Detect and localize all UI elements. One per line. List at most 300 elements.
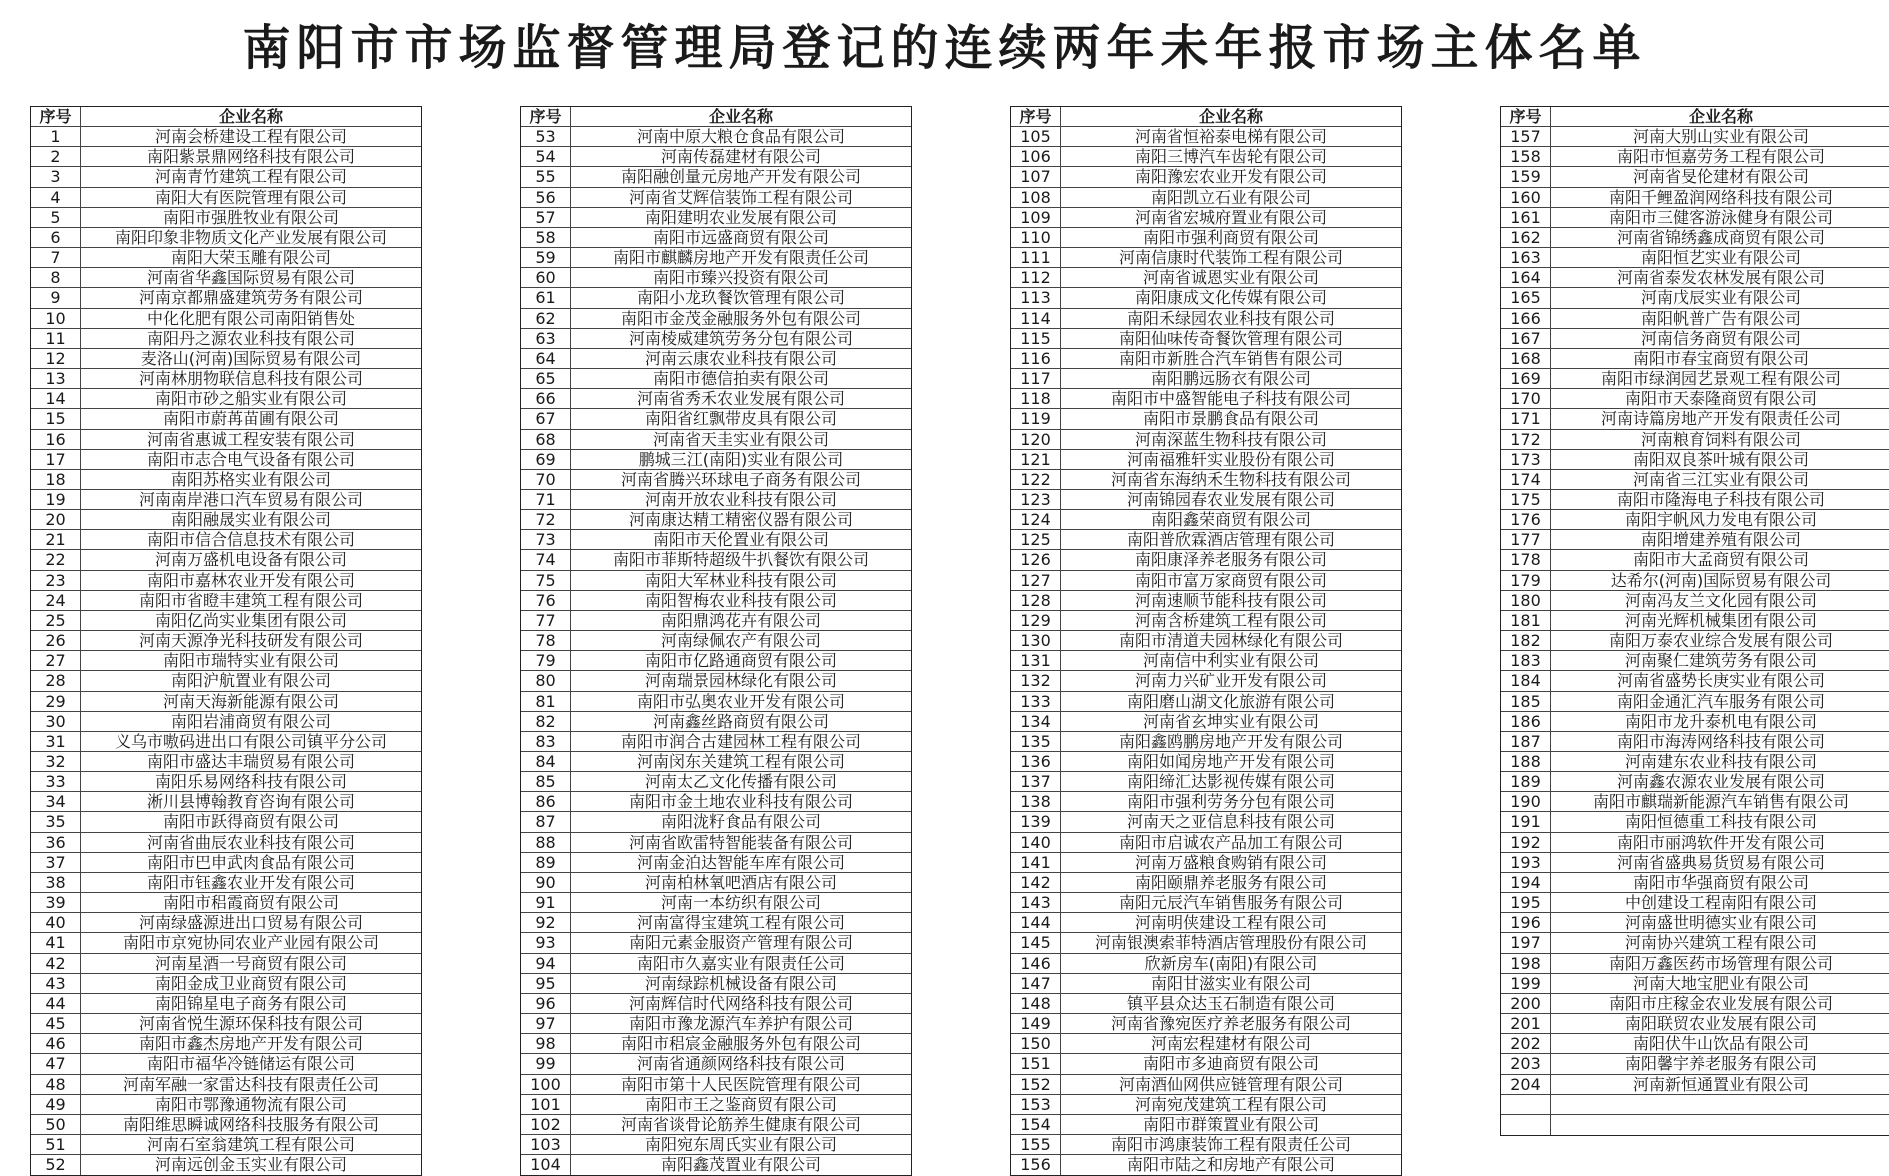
row-number: 53 [521,127,571,146]
company-name: 河南开放农业科技有限公司 [644,489,837,509]
row-number: 78 [521,631,571,650]
row-number: 6 [31,228,81,247]
company-name: 河南冯友兰文化园有限公司 [1624,590,1817,610]
row-number: 7 [31,248,81,267]
row-number: 82 [521,712,571,731]
row-number: 20 [31,510,81,529]
company-name: 南阳市豫龙源汽车养护有限公司 [628,1014,853,1034]
table-row [521,1135,911,1155]
header-num: 序号 [1011,107,1061,126]
table-header [521,107,911,127]
table-row [1501,430,1889,450]
company-name: 南阳融创量元房地产开发有限公司 [620,167,861,187]
company-name: 南阳鑫茂置业有限公司 [660,1155,821,1175]
row-number: 137 [1011,772,1061,791]
table-row [1501,188,1889,208]
table-row [31,309,421,329]
row-number: 84 [521,752,571,771]
header-name: 企业名称 [1688,107,1753,126]
table-row [1011,1095,1401,1115]
company-name [1551,1095,1889,1114]
company-name: 淅川县博翰教育咨询有限公司 [146,792,355,812]
table-row [521,1075,911,1095]
row-number: 46 [31,1034,81,1053]
table-row [31,833,421,853]
company-name: 南阳市省瞪丰建筑工程有限公司 [138,590,363,610]
row-number: 42 [31,954,81,973]
table-row [521,994,911,1014]
company-name: 河南建东农业科技有限公司 [1624,752,1817,771]
row-number: 118 [1011,389,1061,408]
table-row [1501,208,1889,228]
company-name: 南阳伏牛山饮品有限公司 [1632,1034,1809,1054]
table-row [1011,329,1401,349]
company-name: 河南速顺节能科技有限公司 [1134,590,1327,610]
row-number: 112 [1011,268,1061,287]
row-number: 69 [521,450,571,469]
table-row [1501,873,1889,893]
company-name: 河南石室翁建筑工程有限公司 [146,1134,355,1154]
company-name: 南阳市海涛网络科技有限公司 [1616,731,1825,751]
row-number: 150 [1011,1034,1061,1053]
table-row [1011,1075,1401,1095]
company-name: 南阳市中盛智能电子科技有限公司 [1110,389,1351,409]
company-name: 河南传磊建材有限公司 [660,147,821,167]
company-name: 南阳市春宝商贸有限公司 [1632,348,1809,368]
company-name: 中创建设工程南阳有限公司 [1624,893,1817,913]
table-row [521,470,911,490]
table-row [1501,329,1889,349]
table-row [1011,1155,1401,1175]
row-number: 77 [521,611,571,630]
company-name: 南阳市龙升泰机电有限公司 [1624,711,1817,731]
table-row [31,490,421,510]
row-number: 86 [521,792,571,811]
table-row [521,147,911,167]
table-row [31,933,421,953]
row-number: 56 [521,188,571,207]
table-row [1011,369,1401,389]
company-name: 河南鑫农源农业发展有限公司 [1616,772,1825,792]
table-row [1011,389,1401,409]
row-number: 120 [1011,430,1061,449]
company-name: 河南天之亚信息科技有限公司 [1126,812,1335,832]
company-name: 南阳市隆海电子科技有限公司 [1616,489,1825,509]
company-name: 南阳市稆宸金融服务外包有限公司 [620,1034,861,1054]
table-row [1501,530,1889,550]
company-name: 南阳市菲斯特超级牛扒餐饮有限公司 [612,550,869,570]
row-number: 152 [1011,1075,1061,1094]
row-number: 119 [1011,409,1061,428]
table-row [1501,994,1889,1014]
company-name: 南阳亿尚实业集团有限公司 [154,610,347,630]
row-number: 179 [1501,571,1551,590]
company-name: 河南酒仙网供应链管理有限公司 [1118,1074,1343,1094]
company-name: 南阳维思瞬诚网络科技服务有限公司 [122,1114,379,1134]
company-name: 河南新恒通置业有限公司 [1632,1074,1809,1094]
row-number: 54 [521,147,571,166]
row-number: 37 [31,853,81,872]
company-name: 中化化肥有限公司南阳销售处 [146,308,355,328]
company-name: 南阳市清道夫园林绿化有限公司 [1118,631,1343,651]
row-number: 94 [521,954,571,973]
table-row [31,994,421,1014]
row-number: 127 [1011,571,1061,590]
company-name: 南阳建明农业发展有限公司 [644,207,837,227]
row-number: 39 [31,893,81,912]
company-name: 南阳泷籽食品有限公司 [660,812,821,832]
row-number: 166 [1501,309,1551,328]
company-name: 河南绿踪机械设备有限公司 [644,973,837,993]
company-name: 河南省恒裕泰电梯有限公司 [1134,127,1327,147]
table-row [521,792,911,812]
table-row [31,752,421,772]
table-row [521,732,911,752]
table-row [1501,228,1889,248]
row-number: 5 [31,208,81,227]
company-name: 南阳帆普广告有限公司 [1640,308,1801,328]
table-row [1011,228,1401,248]
table-row [31,671,421,691]
table-row [1501,712,1889,732]
table-row [521,671,911,691]
row-number: 113 [1011,288,1061,307]
row-number: 115 [1011,329,1061,348]
row-number: 75 [521,571,571,590]
company-name: 南阳市多迪商贸有限公司 [1142,1054,1319,1074]
table-row [31,1034,421,1054]
table-row [521,389,911,409]
row-number: 81 [521,692,571,711]
table-row [1501,954,1889,974]
row-number: 47 [31,1054,81,1073]
row-number: 31 [31,732,81,751]
table-row [31,167,421,187]
table-row [1011,268,1401,288]
table-row [521,913,911,933]
table-row [1501,470,1889,490]
company-name: 南阳市远盛商贸有限公司 [652,227,829,247]
table-row [521,530,911,550]
row-number: 176 [1501,510,1551,529]
table-row [1501,349,1889,369]
company-name: 南阳市绿润园艺景观工程有限公司 [1600,369,1841,389]
table-row [521,450,911,470]
row-number: 151 [1011,1054,1061,1073]
row-number: 192 [1501,833,1551,852]
row-number: 147 [1011,974,1061,993]
company-name: 南阳市京宛协同农业产业园有限公司 [122,933,379,953]
row-number: 149 [1011,1014,1061,1033]
company-name: 南阳市大孟商贸有限公司 [1632,550,1809,570]
table-row [31,288,421,308]
row-number: 155 [1011,1135,1061,1154]
row-number: 124 [1011,510,1061,529]
company-name: 南阳市跃得商贸有限公司 [162,812,339,832]
company-name: 河南宏程建材有限公司 [1150,1034,1311,1054]
company-name: 南阳市金土地农业科技有限公司 [628,792,853,812]
company-name: 河南太乙文化传播有限公司 [644,772,837,792]
table-row [31,228,421,248]
company-name: 南阳豫宏农业开发有限公司 [1134,167,1327,187]
company-name: 河南宛茂建筑工程有限公司 [1134,1094,1327,1114]
company-name: 南阳市陆之和房地产有限公司 [1126,1155,1335,1175]
company-name: 南阳金通汇汽车服务有限公司 [1616,691,1825,711]
row-number: 162 [1501,228,1551,247]
row-number: 43 [31,974,81,993]
company-name: 河南省玄坤实业有限公司 [1142,711,1319,731]
company-name: 南阳市强利劳务分包有限公司 [1126,792,1335,812]
company-name: 鹏城三江(南阳)实业有限公司 [638,449,844,469]
row-number: 125 [1011,530,1061,549]
company-name: 河南聚仁建筑劳务有限公司 [1624,651,1817,671]
row-number: 2 [31,147,81,166]
company-name: 南阳融晟实业有限公司 [170,510,331,530]
row-number: 204 [1501,1075,1551,1094]
table-row [521,329,911,349]
company-name: 南阳市三健客游泳健身有限公司 [1608,207,1833,227]
header-name: 企业名称 [1198,107,1263,126]
table-row [1501,571,1889,591]
table-row [521,571,911,591]
table-row [31,772,421,792]
company-name: 河南省旻伦建材有限公司 [1632,167,1809,187]
company-name: 南阳印象非物质文化产业发展有限公司 [114,227,387,247]
table-row [1501,268,1889,288]
company-name: 南阳市鄂豫通物流有限公司 [154,1094,347,1114]
company-name: 河南省豫宛医疗养老服务有限公司 [1110,1014,1351,1034]
table-row [1011,792,1401,812]
company-name: 南阳市启诚农产品加工有限公司 [1118,832,1343,852]
row-number: 71 [521,490,571,509]
row-number [1501,1095,1551,1114]
table-row [1501,1075,1889,1095]
table-row [521,309,911,329]
row-number: 130 [1011,631,1061,650]
company-name: 南阳鼎鸿花卉有限公司 [660,610,821,630]
row-number: 201 [1501,1014,1551,1033]
table-row [31,208,421,228]
company-name: 南阳恒德重工科技有限公司 [1624,812,1817,832]
company-name: 河南林朋物联信息科技有限公司 [138,369,363,389]
row-number: 3 [31,167,81,186]
row-number: 90 [521,873,571,892]
table-row [31,873,421,893]
company-name: 南阳岩浦商贸有限公司 [170,711,331,731]
company-name: 南阳市天伦置业有限公司 [652,530,829,550]
table-row [1011,611,1401,631]
table-row [1501,833,1889,853]
table-row [1011,430,1401,450]
row-number: 44 [31,994,81,1013]
row-number: 59 [521,248,571,267]
table-row [31,1095,421,1115]
row-number: 33 [31,772,81,791]
table-row [1501,147,1889,167]
table-row [1501,1034,1889,1054]
table-row [521,893,911,913]
company-name: 河南京都鼎盛建筑劳务有限公司 [138,288,363,308]
row-number: 65 [521,369,571,388]
company-name: 河南锦园春农业发展有限公司 [1126,489,1335,509]
row-number: 161 [1501,208,1551,227]
company-name: 南阳沪航置业有限公司 [170,671,331,691]
row-number: 62 [521,309,571,328]
company-name: 河南中原大粮仓食品有限公司 [636,127,845,147]
row-number: 181 [1501,611,1551,630]
company-name: 河南信中利实业有限公司 [1142,651,1319,671]
table-row [1011,1054,1401,1074]
company-name: 河南辉信时代网络科技有限公司 [628,993,853,1013]
table-row [521,248,911,268]
row-number: 186 [1501,712,1551,731]
company-name: 河南省盛典易货贸易有限公司 [1616,852,1825,872]
table-row [31,470,421,490]
table-row [1011,127,1401,147]
company-name: 河南粮育饲料有限公司 [1640,429,1801,449]
table-row [31,349,421,369]
table-row [521,772,911,792]
table-row [1011,732,1401,752]
row-number: 15 [31,409,81,428]
table-row [1501,611,1889,631]
company-name: 南阳三博汽车齿轮有限公司 [1134,147,1327,167]
table-row [31,1075,421,1095]
table-row [1501,752,1889,772]
company-name: 南阳丹之源农业科技有限公司 [146,328,355,348]
table-row [1011,1014,1401,1034]
row-number: 142 [1011,873,1061,892]
company-name: 南阳凯立石业有限公司 [1150,187,1311,207]
company-name: 河南协兴建筑工程有限公司 [1624,933,1817,953]
table-row [31,792,421,812]
row-number: 197 [1501,933,1551,952]
table-row [521,631,911,651]
table-row [31,430,421,450]
company-name: 河南万盛机电设备有限公司 [154,550,347,570]
company-name: 南阳市盛达丰瑞贸易有限公司 [146,752,355,771]
row-number: 146 [1011,954,1061,973]
company-name: 南阳市麒瑞新能源汽车销售有限公司 [1592,792,1849,812]
table-row [1501,369,1889,389]
table-row [521,1054,911,1074]
row-number: 73 [521,530,571,549]
company-name: 河南瑞景园林绿化有限公司 [644,671,837,691]
row-number: 126 [1011,550,1061,569]
row-number: 144 [1011,913,1061,932]
company-name: 河南银澳索菲特酒店管理股份有限公司 [1094,933,1367,953]
table-row [1011,913,1401,933]
row-number: 36 [31,833,81,852]
row-number: 87 [521,812,571,831]
row-number: 105 [1011,127,1061,146]
row-number: 174 [1501,470,1551,489]
table-row [31,248,421,268]
company-name: 义乌市嗷码进出口有限公司镇平分公司 [114,731,387,751]
table-row [521,188,911,208]
table-row [1011,692,1401,712]
company-name: 南阳千鲤盈润网络科技有限公司 [1608,187,1833,207]
row-number: 29 [31,692,81,711]
table-row [1501,409,1889,429]
row-number: 97 [521,1014,571,1033]
company-name: 河南省东海纳禾生物科技有限公司 [1110,469,1351,489]
row-number: 185 [1501,692,1551,711]
company-name: 河南信务商贸有限公司 [1640,328,1801,348]
table-row [521,853,911,873]
row-number: 111 [1011,248,1061,267]
row-number: 98 [521,1034,571,1053]
table-row [31,329,421,349]
row-number: 108 [1011,188,1061,207]
row-number: 45 [31,1014,81,1033]
table-column-3 [1010,106,1402,1176]
company-name: 南阳市砂之船实业有限公司 [154,389,347,409]
table-row [1501,450,1889,470]
company-name: 河南会桥建设工程有限公司 [154,127,347,147]
table-row [31,732,421,752]
table-row [31,1054,421,1074]
table-row [1011,853,1401,873]
row-number: 28 [31,671,81,690]
table-row [31,631,421,651]
company-name: 南阳市富万家商贸有限公司 [1134,570,1327,590]
company-name: 南阳增建养殖有限公司 [1640,530,1801,550]
table-row [1501,913,1889,933]
company-name: 河南省盛势长庚实业有限公司 [1616,671,1825,691]
company-name: 南阳苏格实业有限公司 [170,469,331,489]
row-number: 23 [31,571,81,590]
row-number: 12 [31,349,81,368]
row-number: 99 [521,1054,571,1073]
row-number: 199 [1501,974,1551,993]
row-number: 170 [1501,389,1551,408]
row-number: 25 [31,611,81,630]
table-row [521,1095,911,1115]
table-row [1501,671,1889,691]
table-row [31,893,421,913]
row-number: 153 [1011,1095,1061,1114]
company-name: 河南康达精工精密仪器有限公司 [628,510,853,530]
company-name: 南阳宛东周氏实业有限公司 [644,1134,837,1154]
row-number: 89 [521,853,571,872]
row-number: 173 [1501,450,1551,469]
header-num: 序号 [521,107,571,126]
row-number: 121 [1011,450,1061,469]
company-name: 南阳如闻房地产开发有限公司 [1126,752,1335,771]
row-number: 184 [1501,671,1551,690]
row-number: 16 [31,430,81,449]
table-row [1011,147,1401,167]
row-number: 160 [1501,188,1551,207]
row-number: 101 [521,1095,571,1114]
table-row [1501,1014,1889,1034]
table-row [521,409,911,429]
row-number: 178 [1501,550,1551,569]
company-name: 南阳万鑫医药市场管理有限公司 [1608,953,1833,973]
table-row [31,954,421,974]
company-name: 南阳宇帆风力发电有限公司 [1624,510,1817,530]
row-number: 167 [1501,329,1551,348]
company-name: 河南盛世明德实业有限公司 [1624,913,1817,933]
row-number: 51 [31,1135,81,1154]
row-number: 203 [1501,1054,1551,1073]
row-number: 191 [1501,812,1551,831]
row-number: 122 [1011,470,1061,489]
company-name: 河南深蓝生物科技有限公司 [1134,429,1327,449]
table-row [521,591,911,611]
company-name: 河南鑫丝路商贸有限公司 [652,711,829,731]
